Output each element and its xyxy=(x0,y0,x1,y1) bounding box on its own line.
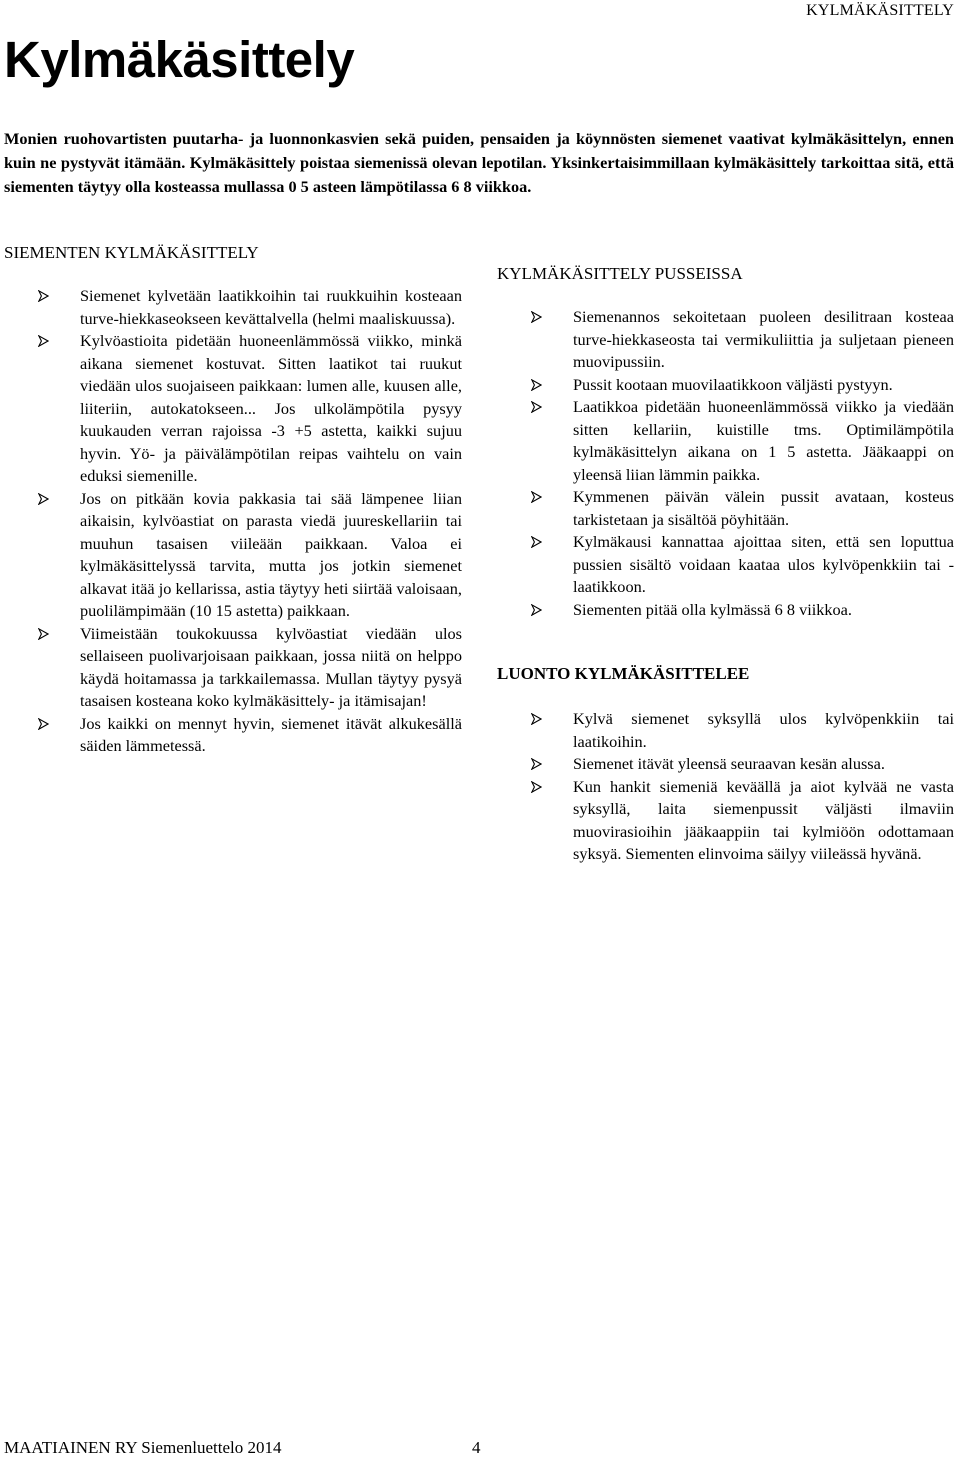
running-header: KYLMÄKÄSITTELY xyxy=(806,2,954,19)
list-item xyxy=(497,599,954,622)
seeds-list xyxy=(4,285,462,758)
list-item xyxy=(4,488,462,623)
arrowhead-bullet-icon xyxy=(531,713,542,725)
arrowhead-bullet-icon xyxy=(38,290,49,302)
section-heading-bags: KYLMÄKÄSITTELY PUSSEISSA xyxy=(497,264,743,283)
page-number: 4 xyxy=(472,1438,481,1457)
list-item xyxy=(4,330,462,488)
section-heading-seeds: SIEMENTEN KYLMÄKÄSITTELY xyxy=(4,243,259,262)
list-item-text: Jos kaikki on mennyt hyvin, siemenet itävät alkukesällä säiden lämmetessä. xyxy=(80,713,462,755)
list-item-text: Laatikkoa pidetään huoneenlämmössä viikko ja viedään sitten kellariin, kuistille tms. Optimilämpötila kylmäkäsittelyn aikana on 1 5 astetta. Jääkaappi on yleensä liian lämmin paikka. xyxy=(573,397,954,484)
list-item-text: Pussit kootaan muovilaatikkoon väljästi pystyyn. xyxy=(573,374,893,394)
arrowhead-bullet-icon xyxy=(531,781,542,793)
arrowhead-bullet-icon xyxy=(531,491,542,503)
arrowhead-bullet-icon xyxy=(531,604,542,616)
list-item-text: Siemenannos sekoitetaan puoleen desilitraan kosteaa turve-hiekkaseosta tai vermikuliittia ja suljetaan pieneen muovipussiin. xyxy=(573,307,954,371)
arrowhead-bullet-icon xyxy=(531,311,542,323)
list-item xyxy=(4,623,462,713)
list-item-text: Kymmenen päivän välein pussit avataan, kosteus tarkistetaan ja sisältöä pöyhitään. xyxy=(573,487,954,529)
list-item-text: Kylmäkausi kannattaa ajoittaa siten, että sen loputtua pussien sisältö voidaan kaataa ulos kylvöpenkkiin tai -laatikkoon. xyxy=(573,532,954,596)
list-item xyxy=(4,285,462,330)
list-item-text: Siemenet itävät yleensä seuraavan kesän alussa. xyxy=(573,754,885,773)
list-item xyxy=(497,531,954,599)
list-item-text: Siemenet kylvetään laatikkoihin tai ruukkuihin kosteaan turve-hiekkaseokseen kevättalvella (helmi maaliskuussa). xyxy=(80,286,462,328)
footer-text: MAATIAINEN RY Siemenluettelo 2014 xyxy=(4,1438,282,1457)
section-heading-nature: LUONTO KYLMÄKÄSITTELEE xyxy=(497,664,750,683)
list-item-text: Kylvä siemenet syksyllä ulos kylvöpenkkiin tai laatikoihin. xyxy=(573,709,954,751)
arrowhead-bullet-icon xyxy=(38,718,49,730)
list-item xyxy=(497,486,954,531)
list-item xyxy=(497,306,954,374)
list-item xyxy=(497,776,954,866)
arrowhead-bullet-icon xyxy=(531,536,542,548)
list-item-text: Jos on pitkään kovia pakkasia tai sää lämpenee liian aikaisin, kylvöastiat on parasta viedä juureskellariin tai muuhun tasaisen viileään paikkaan. Valoa ei kylmäkäsittelyssä tarvita, mutta jos jotkin siemenet alkavat itää jo kellarissa, astia täytyy heti siirtää valoisaan, puolilämpimään (10 15 astetta) paikkaan. xyxy=(80,488,462,620)
arrowhead-bullet-icon xyxy=(531,401,542,413)
arrowhead-bullet-icon xyxy=(38,335,49,347)
intro-paragraph: Monien ruohovartisten puutarha- ja luonnonkasvien sekä puiden, pensaiden ja köynnösten siemenet vaativat kylmäkäsittelyn, ennen kuin ne pystyvät itämään. Kylmäkäsittely poistaa siemenissä olevan lepotilan. Yksinkertaisimmillaan kylmäkäsittely tarkoittaa sitä, että siementen täytyy olla kosteassa mullassa 0 5 asteen lämpötilassa 6 8 viikkoa. xyxy=(4,129,954,196)
arrowhead-bullet-icon xyxy=(38,493,49,505)
bags-list xyxy=(497,306,954,621)
list-item-text: Viimeistään toukokuussa kylvöastiat viedään ulos sellaiseen puolivarjoisaan paikkaan, jossa niitä on helppo käydä hoitamassa ja tarkkailemassa. Mullan täytyy pysyä tasaisen kosteana koko kylmäkäsittely- ja itämisajan! xyxy=(80,623,462,710)
nature-list xyxy=(497,708,954,866)
arrowhead-bullet-icon xyxy=(38,628,49,640)
list-item xyxy=(497,396,954,486)
list-item-text: Kylvöastioita pidetään huoneenlämmössä viikko, minkä aikana siemenet kostuvat. Sitten laatikot tai ruukut viedään ulos suojaiseen paikkaan: lumen alle, kuusen alle, liiteriin, autokatokseen... Jos ulkolämpötila pysyy kuukauden verran rajoissa -3 +5 astetta, kaikki sujuu hyvin. Yö- ja päivälämpötilan reipas vaihtelu on vain eduksi siemenille. xyxy=(80,331,462,485)
list-item xyxy=(497,753,954,776)
arrowhead-bullet-icon xyxy=(531,379,542,391)
page-title: Kylmäkäsittely xyxy=(4,31,355,88)
list-item-text: Kun hankit siemeniä keväällä ja aiot kylvää ne vasta syksyllä, laita siemenpussit väljästi ilmaviin muovirasioihin jääkaappiin tai kylmiöön odottamaan syksyä. Siementen elinvoima säilyy viileässä hyvänä. xyxy=(573,776,954,863)
list-item xyxy=(497,374,954,397)
list-item xyxy=(4,713,462,758)
list-item-text: Siementen pitää olla kylmässä 6 8 viikkoa. xyxy=(573,599,852,619)
list-item xyxy=(497,708,954,753)
arrowhead-bullet-icon xyxy=(531,758,542,770)
